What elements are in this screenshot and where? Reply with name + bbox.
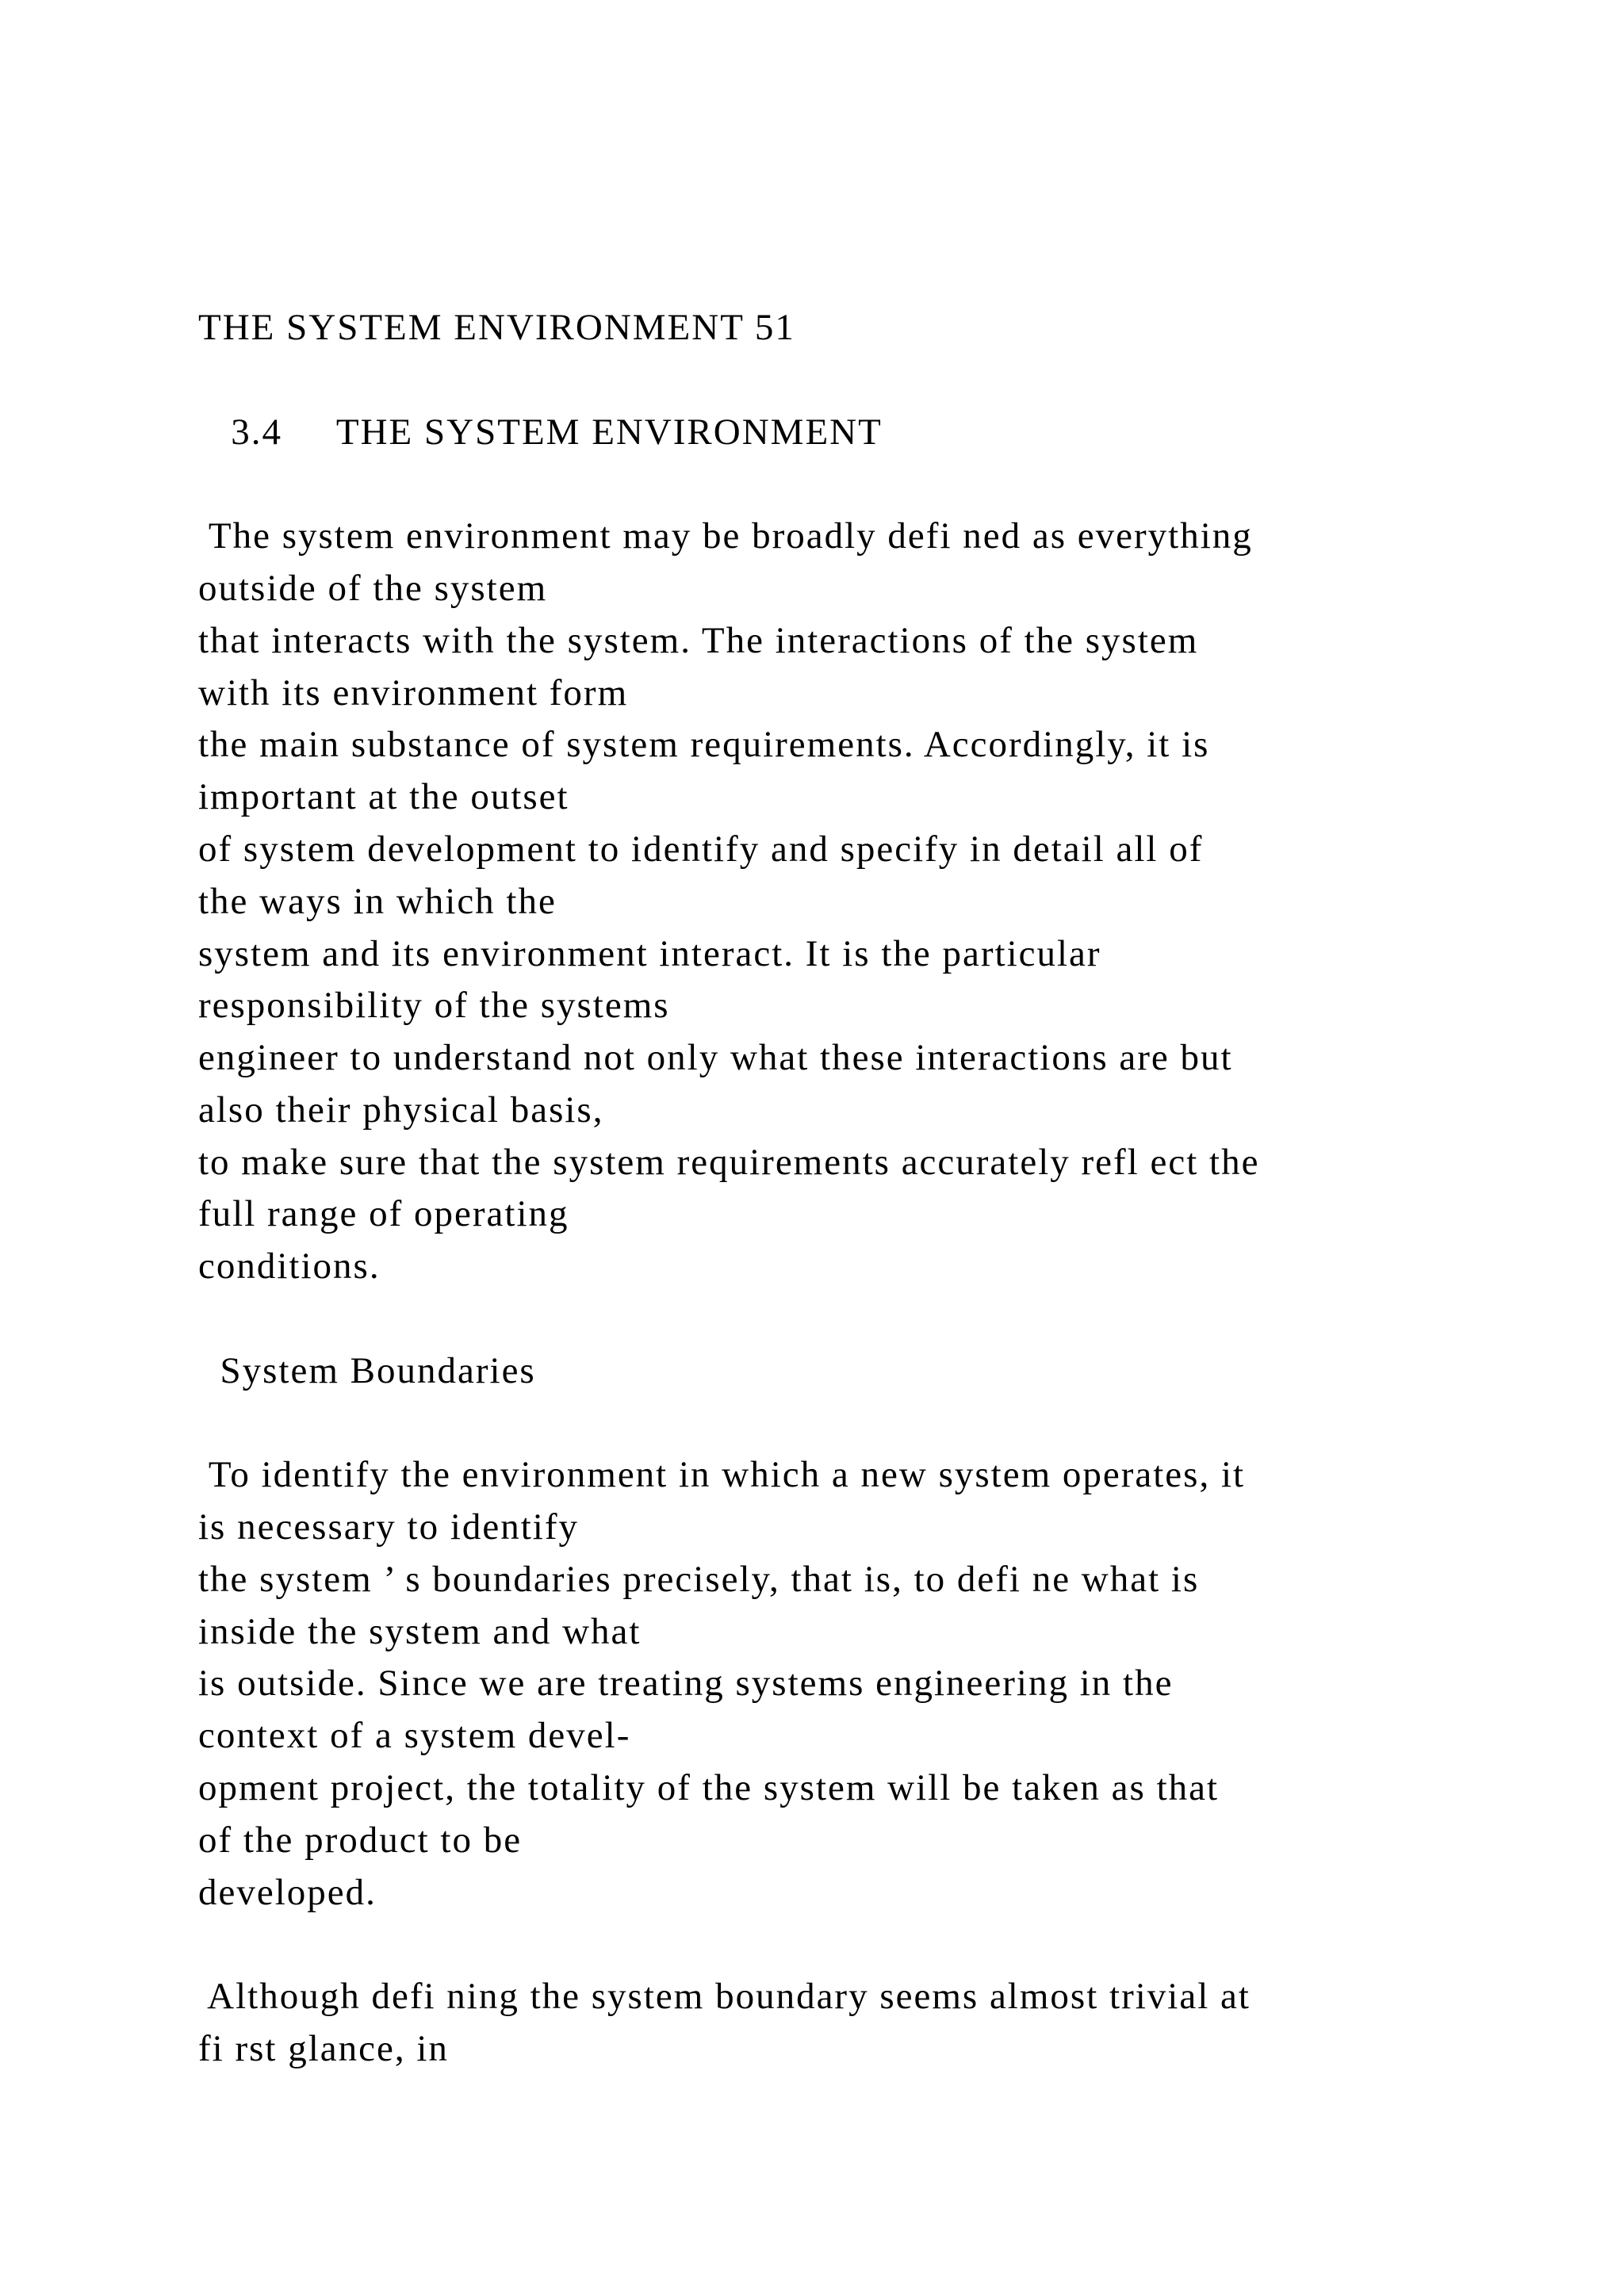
paragraph-line: The system environment may be broadly defi ned as everything [198, 515, 1253, 557]
paragraph-line: inside the system and what [198, 1611, 642, 1652]
paragraph-line: the ways in which the [198, 881, 557, 922]
paragraph-line: full range of operating [198, 1193, 569, 1234]
paragraph-line: conditions. [198, 1246, 381, 1287]
paragraph-line: is necessary to identify [198, 1506, 580, 1548]
paragraph-line: of system development to identify and specify in detail all of [198, 828, 1204, 870]
subheading: System Boundaries [198, 1350, 536, 1391]
section-heading: 3.4 THE SYSTEM ENVIRONMENT [198, 411, 883, 453]
paragraph-line: system and its environment interact. It is the particular [198, 933, 1101, 974]
paragraph-line: engineer to understand not only what these interactions are but [198, 1037, 1233, 1078]
paragraph-line: of the product to be [198, 1820, 523, 1861]
paragraph-line: context of a system devel- [198, 1715, 631, 1756]
paragraph-line: developed. [198, 1872, 377, 1913]
running-header: THE SYSTEM ENVIRONMENT 51 [198, 307, 795, 348]
paragraph-line: To identify the environment in which a new system operates, it [198, 1454, 1246, 1495]
paragraph-line: fi rst glance, in [198, 2028, 449, 2069]
paragraph-line: with its environment form [198, 672, 629, 714]
paragraph-line: is outside. Since we are treating systems engineering in the [198, 1663, 1174, 1704]
paragraph-line: the system ’ s boundaries precisely, that is, to defi ne what is [198, 1559, 1200, 1600]
paragraph-line: Although defi ning the system boundary seems almost trivial at [198, 1976, 1251, 2017]
paragraph-line: also their physical basis, [198, 1089, 604, 1131]
paragraph-line: important at the outset [198, 776, 569, 817]
paragraph-line: responsibility of the systems [198, 985, 670, 1026]
paragraph-line: opment project, the totality of the system will be taken as that [198, 1767, 1220, 1808]
paragraph-line: that interacts with the system. The interactions of the system [198, 620, 1199, 661]
paragraph-line: to make sure that the system requirements accurately refl ect the [198, 1142, 1260, 1183]
paragraph-line: outside of the system [198, 568, 548, 609]
paragraph-line: the main substance of system requirements. Accordingly, it is [198, 724, 1210, 765]
